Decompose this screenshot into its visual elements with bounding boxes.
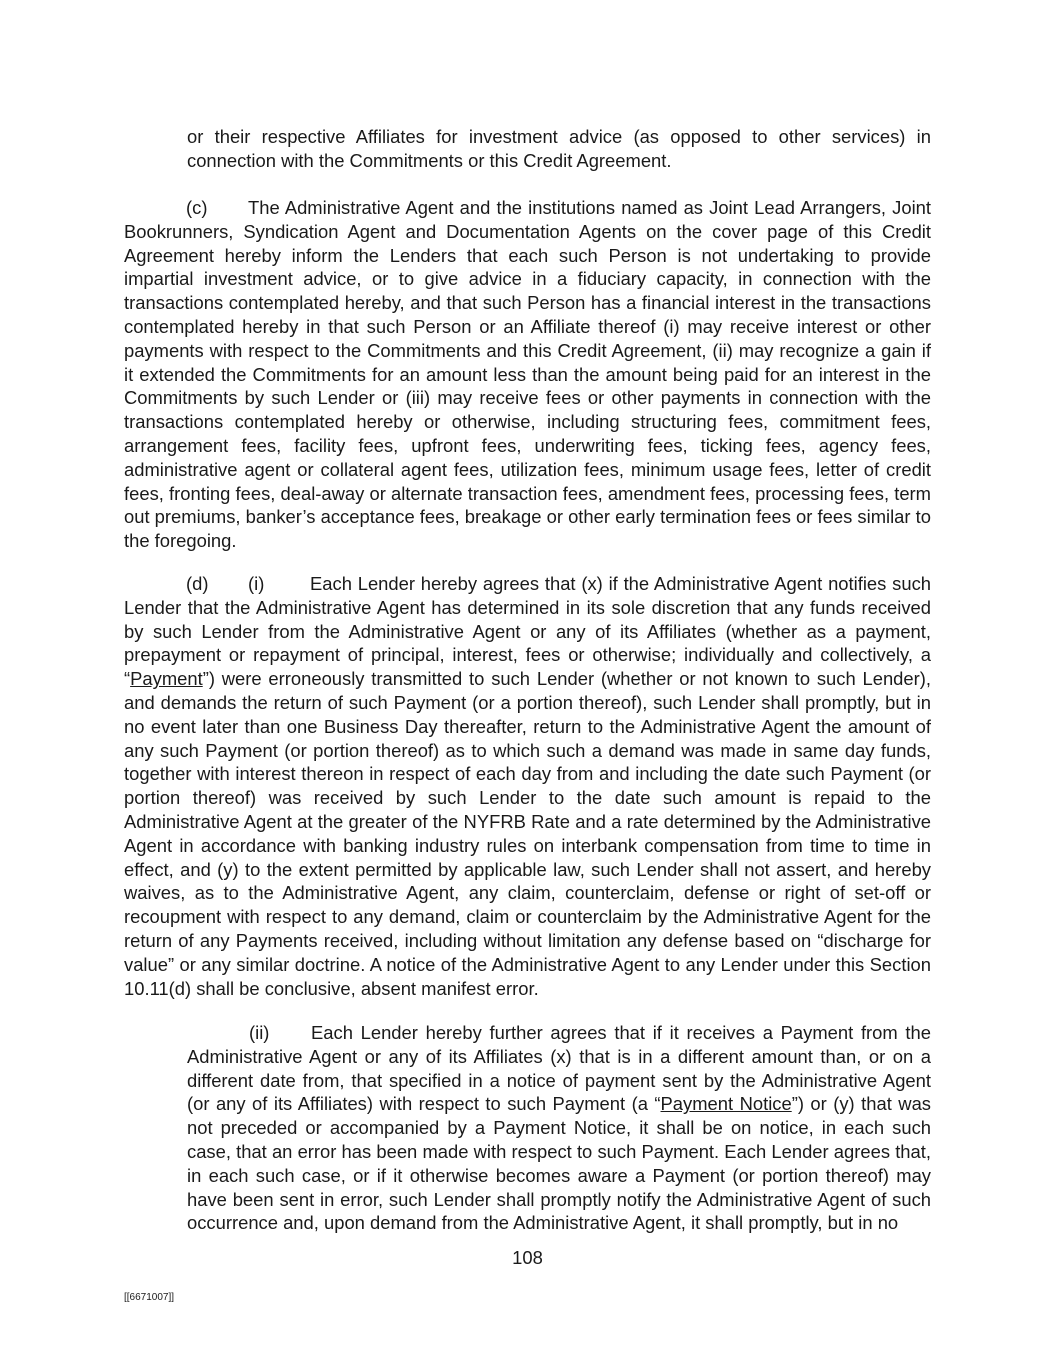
defined-term-payment-notice: Payment Notice bbox=[660, 1093, 792, 1115]
defined-term-payment: Payment bbox=[130, 668, 203, 690]
paragraph-c-text: The Administrative Agent and the institutions named as Joint Lead Arrangers, Joint Bookrunners, Syndication Agent and Documentation Agents on the cover page of this Credit Agreement hereby inform the Lenders that each such Person is not undertaking to provide impartial investment advice, or to give advice in a fiduciary capacity, in connection with the transactions contemplated hereby, and that such Person has a financial interest in the transactions contemplated hereby in that such Person or an Affiliate thereof (i) may receive interest or other payments with respect to the Commitments and this Credit Agreement, (ii) may recognize a gain if it extended the Commitments for an amount less than the amount being paid for an interest in the Commitments by such Lender or (iii) may receive fees or other payments in connection with the transactions contemplated hereby or otherwise, including structuring fees, commitment fees, arrangement fees, facility fees, upfront fees, underwriting fees, ticking fees, agency fees, administrative agent or collateral agent fees, utilization fees, minimum usage fees, letter of credit fees, fronting fees, deal-away or alternate transaction fees, amendment fees, processing fees, term out premiums, banker’s acceptance fees, breakage or other early termination fees or fees similar to the foregoing. bbox=[124, 197, 931, 552]
paragraph-d-ii-label: (ii) bbox=[249, 1022, 270, 1043]
paragraph-d-i-text-after: ”) were erroneously transmitted to such Lender (whether or not known to such Lender), and demands the return of such Payment (or a portion thereof), such Lender shall promptly, but in no event later than one Business Day thereafter, return to the Administrative Agent the amount of any such Payment (or portion thereof) as to which such a demand was made in same day funds, together with interest thereon in respect of each day from and including the date such Payment (or portion thereof) was received by such Lender to the date such amount is repaid to the Administrative Agent at the greater of the NYFRB Rate and a rate determined by the Administrative Agent in accordance with banking industry rules on interbank compensation from time to time in effect, and (y) to the extent permitted by applicable law, such Lender shall not assert, and hereby waives, as to the Administrative Agent, any claim, counterclaim, defense or right of set-off or recoupment with respect to any demand, claim or counterclaim by the Administrative Agent for the return of any Payments received, including without limitation any defense based on “discharge for value” or any similar doctrine. A notice of the Administrative Agent to any Lender under this Section 10.11(d) shall be conclusive, absent manifest error. bbox=[124, 668, 931, 999]
paragraph-d-i bbox=[124, 572, 931, 1000]
paragraph-d-ii-text-before: Each Lender hereby further agrees that if it receives a Payment from the Administrative Agent or any of its Affiliates (x) that is in a different amount than, or on a different date from, that specified in a notice of payment sent by the Administrative Agent (or any of its Affiliates) with respect to such Payment (a “ bbox=[187, 1022, 931, 1115]
paragraph-c bbox=[124, 196, 931, 553]
paragraph-d-label: (d) bbox=[186, 573, 209, 594]
page-number: 108 bbox=[512, 1247, 543, 1268]
paragraph-b-continuation bbox=[187, 125, 931, 173]
paragraph-d-ii bbox=[187, 1021, 931, 1235]
document-id: [[6671007]] bbox=[124, 1292, 175, 1303]
paragraph-c-label: (c) bbox=[186, 197, 208, 218]
paragraph-d-ii-text-after: ”) or (y) that was not preceded or accompanied by a Payment Notice, it shall be on notice, in each such case, that an error has been made with respect to such Payment. Each Lender agrees that, in each such case, or if it otherwise becomes aware a Payment (or portion thereof) may have been sent in error, such Lender shall promptly notify the Administrative Agent of such occurrence and, upon demand from the Administrative Agent, it shall promptly, but in no bbox=[187, 1093, 931, 1234]
paragraph-d-i-label: (i) bbox=[248, 573, 265, 594]
paragraph-b-text: or their respective Affiliates for investment advice (as opposed to other services) in connection with the Commitments or this Credit Agreement. bbox=[187, 126, 931, 171]
paragraph-d-i-text-before: Each Lender hereby agrees that (x) if the Administrative Agent notifies such Lender that the Administrative Agent has determined in its sole discretion that any funds received by such Lender from the Administrative Agent or any of its Affiliates (whether as a payment, prepayment or repayment of principal, interest, fees or otherwise; individually and collectively, a “ bbox=[124, 573, 931, 690]
